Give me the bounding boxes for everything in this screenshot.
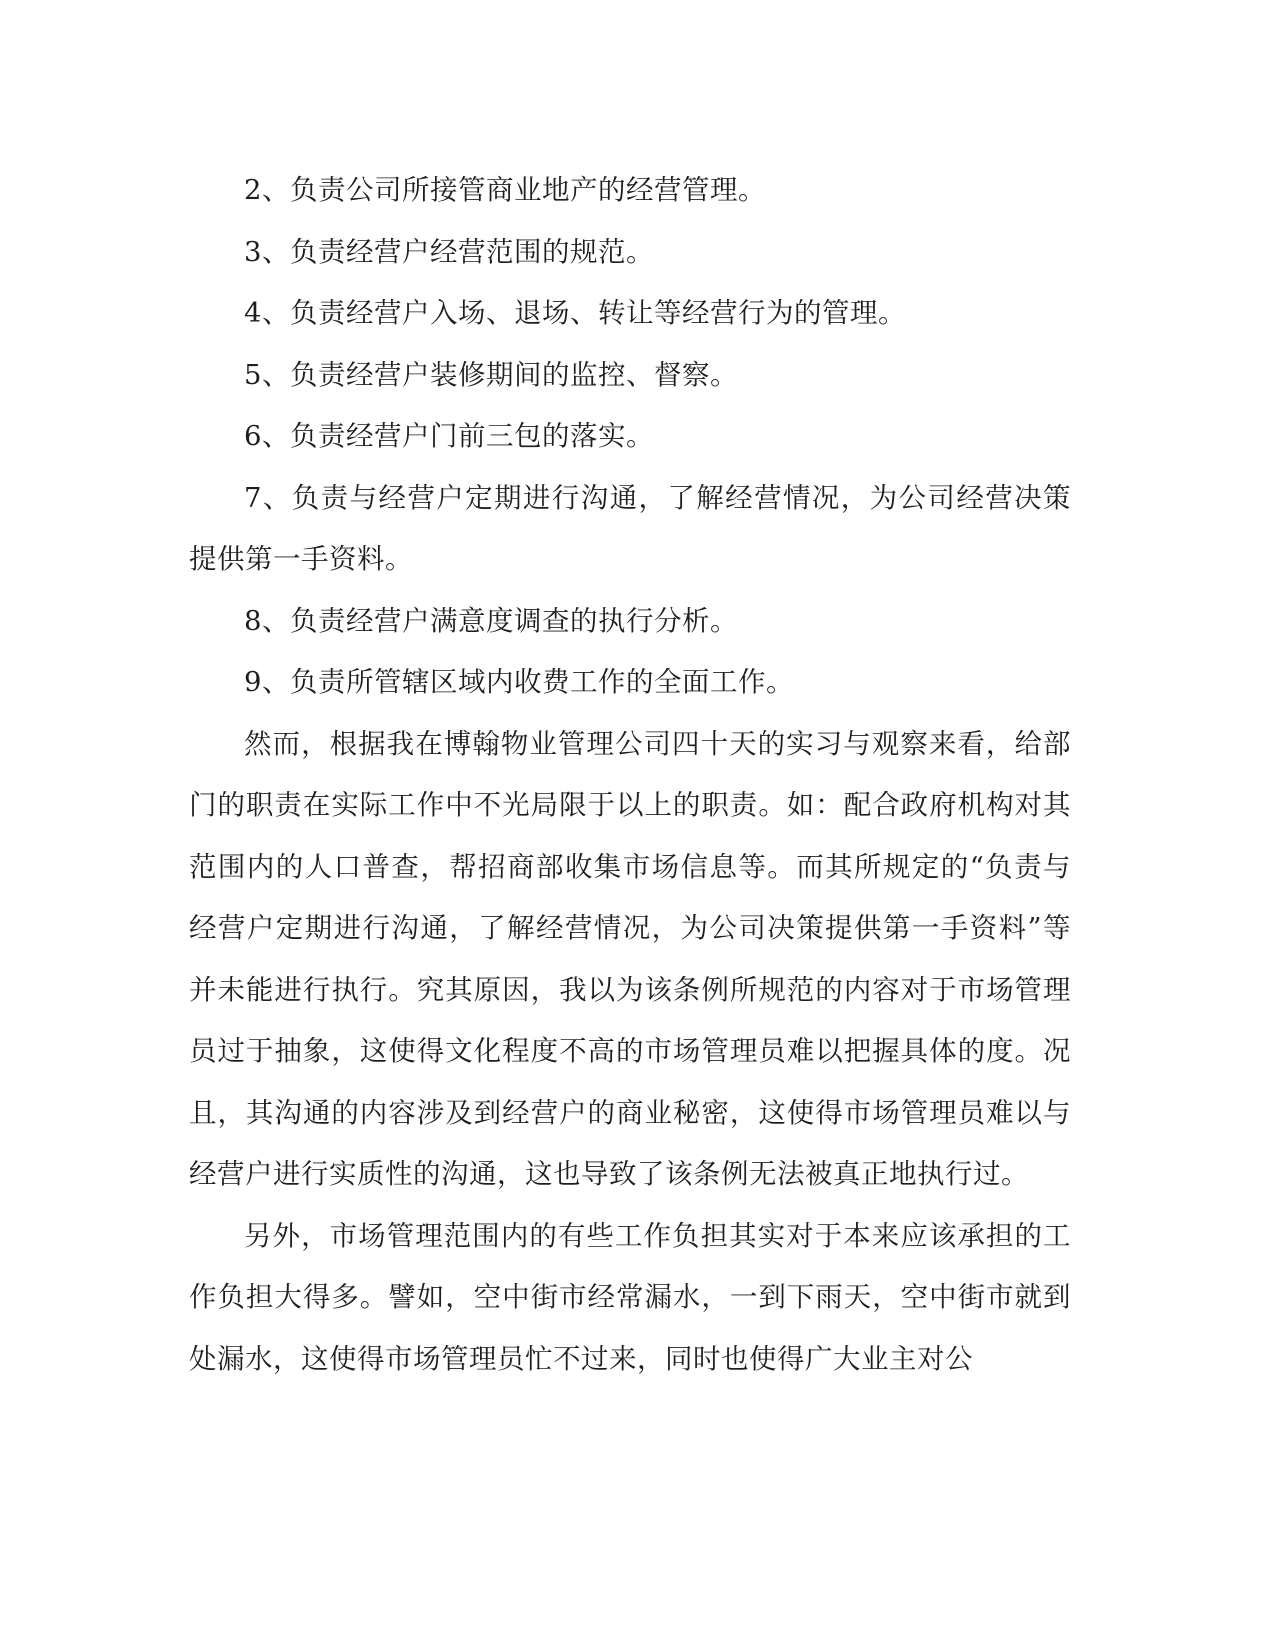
paragraph-item-5: 5、负责经营户装修期间的监控、督察。 [244, 358, 738, 391]
paragraph-item-8: 8、负责经营户满意度调查的执行分析。 [244, 604, 738, 637]
paragraph-additional: 另外，市场管理范围内的有些工作负担其实对于本来应该承担的工作负担大得多。譬如，空中街市经常漏水，一到下雨天，空中街市就到处漏水，这使得市场管理员忙不过来，同时也使得广大业主对公 [189, 1219, 1071, 1375]
paragraph-item-9: 9、负责所管辖区域内收费工作的全面工作。 [244, 666, 794, 698]
paragraph-observation: 然而，根据我在博翰物业管理公司四十天的实习与观察来看，给部门的职责在实际工作中不光局限于以上的职责。如：配合政府机构对其范围内的人口普查，帮招商部收集市场信息等。而其所规定的“负责与经营户定期进行沟通，了解经营情况，为公司决策提供第一手资料”等并未能进行执行。究其原因，我以为该条例所规范的内容对于市场管理员过于抽象，这使得文化程度不高的市场管理员难以把握具体的度。况且，其沟通的内容涉及到经营户的商业秘密，这使得市场管理员难以与经营户进行实质性的沟通，这也导致了该条例无法被真正地执行过。 [189, 727, 1071, 1190]
document-body [189, 160, 1071, 1390]
paragraph-item-7: 7、负责与经营户定期进行沟通，了解经营情况，为公司经营决策提供第一手资料。 [189, 481, 1071, 575]
paragraph-item-3: 3、负责经营户经营范围的规范。 [244, 235, 654, 268]
paragraph-item-6: 6、负责经营户门前三包的落实。 [244, 420, 654, 452]
paragraph-item-2: 2、负责公司所接管商业地产的经营管理。 [244, 174, 766, 206]
paragraph-item-4: 4、负责经营户入场、退场、转让等经营行为的管理。 [244, 297, 906, 329]
